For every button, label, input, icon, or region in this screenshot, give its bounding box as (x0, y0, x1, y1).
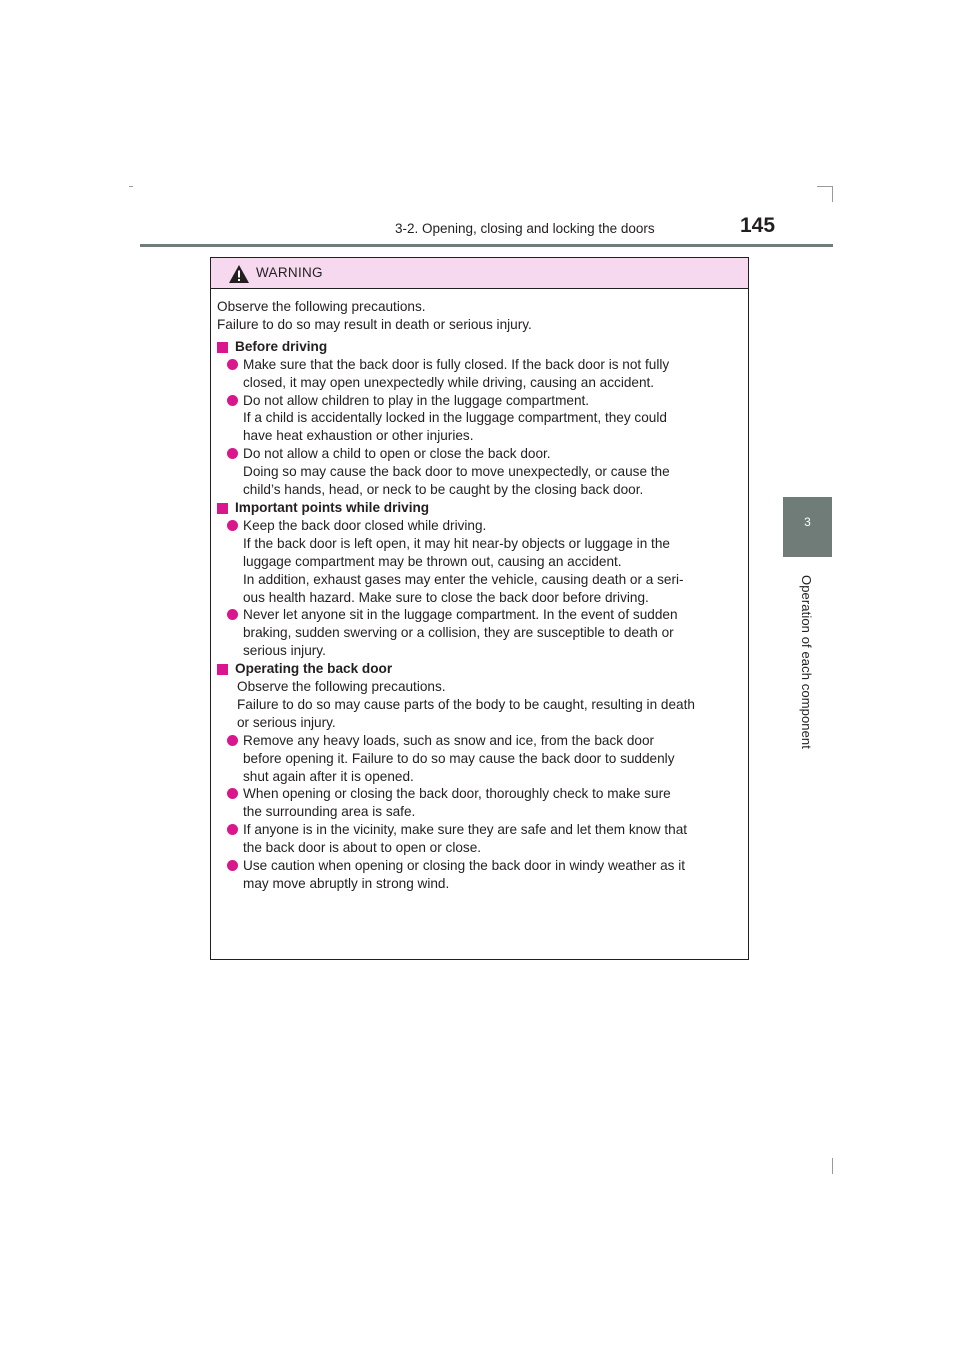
bullet-item (217, 732, 742, 786)
bullet-line: luggage compartment may be thrown out, causing an accident. (243, 553, 622, 569)
section-heading-text: Operating the back door (235, 661, 393, 677)
note-line: or serious injury. (237, 714, 336, 730)
circle-bullet-icon (227, 824, 238, 835)
bullet-line: ous health hazard. Make sure to close the back door before driving. (243, 589, 649, 605)
bullet-line: shut again after it is opened. (243, 768, 414, 784)
bullet-line: If the back door is left open, it may hit near-by objects or luggage in the (243, 535, 670, 551)
bullet-item (217, 356, 742, 392)
warning-title: WARNING (256, 265, 323, 280)
circle-bullet-icon (227, 788, 238, 799)
bullet-line: In addition, exhaust gases may enter the vehicle, causing death or a seri- (243, 571, 684, 587)
chapter-title-vertical (799, 575, 819, 775)
circle-bullet-icon (227, 735, 238, 746)
intro-line: Observe the following precautions. (217, 299, 426, 314)
bullet-item (217, 517, 742, 607)
bullet-item (217, 445, 742, 499)
bullet-item (217, 392, 742, 446)
circle-bullet-icon (227, 520, 238, 531)
chapter-tab (783, 497, 832, 557)
square-bullet-icon (217, 342, 228, 353)
bullet-line: Make sure that the back door is fully closed. If the back door is not fully (243, 356, 670, 372)
circle-bullet-icon (227, 609, 238, 620)
bullet-item (217, 857, 742, 893)
crop-mark (832, 1158, 833, 1174)
chapter-number: 3 (804, 515, 811, 529)
bullet-line: Do not allow a child to open or close the back door. (243, 446, 551, 462)
intro-line: Failure to do so may result in death or serious injury. (217, 316, 532, 332)
chapter-title: Operation of each component (799, 575, 814, 749)
crop-mark (129, 186, 133, 187)
circle-bullet-icon (227, 448, 238, 459)
square-bullet-icon (217, 503, 228, 514)
bullet-line: the surrounding area is safe. (243, 804, 416, 820)
bullet-line: child’s hands, head, or neck to be caught by the closing back door. (243, 482, 644, 498)
section-note (217, 678, 742, 732)
square-bullet-icon (217, 664, 228, 675)
page-number: 145 (740, 214, 776, 237)
bullet-line: Do not allow children to play in the luggage compartment. (243, 392, 590, 408)
crop-mark (832, 186, 833, 202)
circle-bullet-icon (227, 359, 238, 370)
bullet-item (217, 785, 742, 821)
bullet-line: Use caution when opening or closing the back door in windy weather as it (243, 858, 686, 874)
bullet-line: Never let anyone sit in the luggage compartment. In the event of sudden (243, 607, 678, 623)
note-line: Observe the following precautions. (237, 679, 446, 695)
section-heading-text: Important points while driving (235, 499, 430, 515)
section-title: 3-2. Opening, closing and locking the doors (395, 221, 655, 236)
bullet-line: closed, it may open unexpectedly while driving, causing an accident. (243, 374, 655, 390)
warning-triangle-icon (228, 264, 250, 284)
bullet-line: serious injury. (243, 643, 326, 659)
section-heading (217, 660, 742, 678)
warning-intro (217, 298, 742, 334)
bullet-line: When opening or closing the back door, thoroughly check to make sure (243, 786, 671, 802)
warning-header (211, 258, 748, 289)
bullet-line: may move abruptly in strong wind. (243, 876, 450, 891)
warning-box (210, 257, 749, 960)
bullet-item (217, 821, 742, 857)
bullet-line: If a child is accidentally locked in the luggage compartment, they could (243, 410, 667, 426)
bullet-line: Remove any heavy loads, such as snow and ice, from the back door (243, 732, 655, 748)
section-heading (217, 499, 742, 517)
bullet-line: Keep the back door closed while driving. (243, 517, 487, 533)
warning-body (211, 289, 748, 893)
bullet-item (217, 606, 742, 660)
circle-bullet-icon (227, 860, 238, 871)
section-heading-text: Before driving (235, 338, 328, 354)
bullet-line: before opening it. Failure to do so may cause the back door to suddenly (243, 750, 675, 766)
note-line: Failure to do so may cause parts of the body to be caught, resulting in death (237, 696, 695, 712)
bullet-line: If anyone is in the vicinity, make sure they are safe and let them know that (243, 822, 688, 838)
crop-mark (817, 186, 833, 187)
section-heading (217, 338, 742, 356)
bullet-line: braking, sudden swerving or a collision, they are susceptible to death or (243, 625, 674, 641)
header-rule (140, 244, 833, 247)
bullet-line: the back door is about to open or close. (243, 840, 482, 856)
bullet-line: have heat exhaustion or other injuries. (243, 428, 474, 444)
bullet-line: Doing so may cause the back door to move unexpectedly, or cause the (243, 464, 670, 480)
circle-bullet-icon (227, 395, 238, 406)
